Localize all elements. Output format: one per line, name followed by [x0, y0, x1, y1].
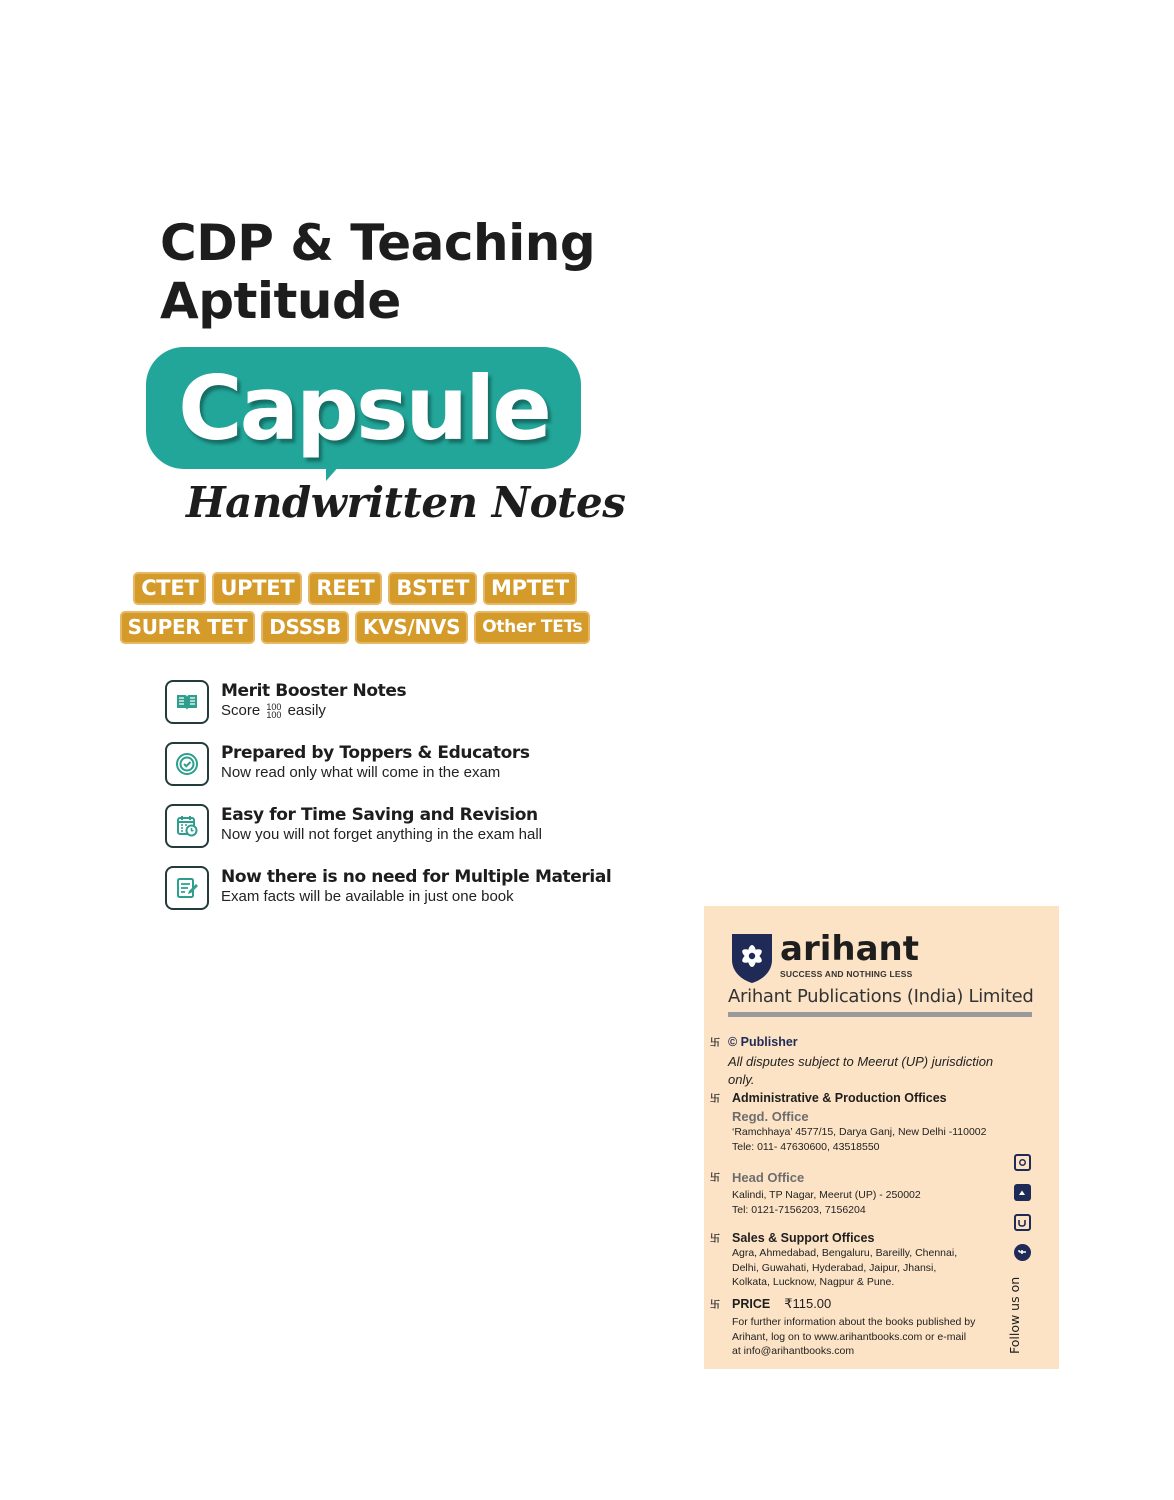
tag-super-tet: SUPER TET: [120, 611, 256, 644]
feature-item: [165, 678, 611, 740]
feature-subtitle: Now you will not forget anything in the exam hall: [221, 826, 543, 843]
score-text: Score: [221, 702, 261, 719]
arihant-logo: [730, 929, 919, 984]
tag-ctet: CTET: [133, 572, 206, 605]
regd-office-heading: Regd. Office: [732, 1109, 809, 1124]
brand-tagline: SUCCESS AND NOTHING LESS: [780, 969, 913, 979]
capsule-label: Capsule: [178, 356, 549, 460]
admin-offices-heading: Administrative & Production Offices: [732, 1091, 947, 1105]
jurisdiction-note: All disputes subject to Meerut (UP) jurisdiction only.: [728, 1054, 994, 1087]
exam-tags: [115, 572, 595, 650]
check-circle-icon: [165, 742, 209, 786]
company-name: Arihant Publications (India) Limited: [728, 986, 1034, 1007]
info-line: Arihant, log on to www.arihantbooks.com or e-mail: [732, 1330, 967, 1343]
price-section: [710, 1296, 1010, 1359]
youtube-icon[interactable]: [1014, 1184, 1031, 1201]
follow-us-label: Follow us on: [1007, 1276, 1022, 1354]
tag-bstet: BSTET: [388, 572, 477, 605]
head-office-heading: Head Office: [732, 1170, 805, 1185]
feature-item: [165, 864, 611, 926]
head-office-section: [710, 1169, 1010, 1217]
notepad-pen-icon: [165, 866, 209, 910]
feature-list: [165, 678, 611, 926]
swastika-bullet-icon: 卐: [710, 1094, 720, 1105]
title-line-2: Aptitude: [160, 272, 401, 330]
publisher-info-box: [704, 906, 1059, 1369]
sales-offices-heading: Sales & Support Offices: [732, 1231, 875, 1245]
tag-reet: REET: [308, 572, 382, 605]
feature-title: Easy for Time Saving and Revision: [221, 805, 538, 825]
sales-offices-line: Delhi, Guwahati, Hyderabad, Jaipur, Jhansi,: [732, 1261, 937, 1274]
price-row: [732, 1296, 1010, 1312]
admin-offices-section: [710, 1090, 1010, 1154]
regd-office-address: ‘Ramchhaya’ 4577/15, Darya Ganj, New Delhi -110002: [732, 1126, 987, 1138]
book-icon: [165, 680, 209, 724]
sales-offices-line: Agra, Ahmedabad, Bengaluru, Bareilly, Chennai,: [732, 1247, 958, 1259]
tag-uptet: UPTET: [212, 572, 302, 605]
feature-subtitle: Now read only what will come in the exam: [221, 764, 501, 781]
brand-name: arihant: [780, 929, 919, 969]
fraction-denominator: 100: [266, 710, 282, 721]
divider: [728, 1012, 1032, 1017]
sales-offices-line: Kolkata, Lucknow, Nagpur & Pune.: [732, 1276, 895, 1288]
tag-mptet: MPTET: [483, 572, 577, 605]
regd-office-phone: Tele: 011- 47630600, 43518550: [732, 1140, 880, 1153]
copyright-label: © Publisher: [728, 1035, 798, 1049]
title-line-1: CDP & Teaching: [160, 214, 596, 272]
tag-other-tets: Other TETs: [474, 611, 590, 644]
feature-item: [165, 740, 611, 802]
tag-dsssb: DSSSB: [261, 611, 349, 644]
feature-title: Now there is no need for Multiple Material: [221, 867, 612, 887]
exam-tags-row-1: [115, 572, 595, 605]
price-value: ₹115.00: [784, 1296, 832, 1311]
swastika-bullet-icon: 卐: [710, 1038, 720, 1049]
feature-title: Merit Booster Notes: [221, 681, 407, 701]
social-icons: [1012, 1154, 1032, 1274]
capsule-badge: [146, 347, 581, 482]
fraction-numerator: 100: [266, 702, 282, 713]
info-line: at info@arihantbooks.com: [732, 1345, 855, 1357]
exam-tags-row-2: [115, 611, 595, 644]
instagram-icon[interactable]: [1014, 1154, 1031, 1171]
tag-kvs-nvs: KVS/NVS: [355, 611, 468, 644]
feature-item: [165, 802, 611, 864]
price-label: PRICE: [732, 1297, 771, 1311]
fraction-100-100: [266, 703, 281, 719]
copyright-section: [710, 1034, 1010, 1089]
head-office-phone: Tel: 0121-7156203, 7156204: [732, 1203, 866, 1216]
calendar-clock-icon: [165, 804, 209, 848]
swastika-bullet-icon: 卐: [710, 1300, 720, 1311]
sales-offices-section: [710, 1230, 1010, 1290]
handwritten-notes-subtitle: Handwritten Notes: [186, 478, 626, 527]
swastika-bullet-icon: 卐: [710, 1234, 720, 1245]
head-office-address: Kalindi, TP Nagar, Meerut (UP) - 250002: [732, 1189, 921, 1201]
easily-text: easily: [287, 702, 326, 719]
info-line: For further information about the books published by: [732, 1316, 976, 1328]
book-title: [160, 214, 595, 330]
swastika-bullet-icon: 卐: [710, 1173, 720, 1184]
feature-subtitle: [221, 702, 406, 720]
facebook-icon[interactable]: [1014, 1244, 1031, 1261]
arihant-shield-icon: [730, 932, 774, 984]
feature-subtitle: Exam facts will be available in just one book: [221, 888, 514, 905]
telegram-icon[interactable]: [1014, 1214, 1031, 1231]
feature-title: Prepared by Toppers & Educators: [221, 743, 530, 763]
